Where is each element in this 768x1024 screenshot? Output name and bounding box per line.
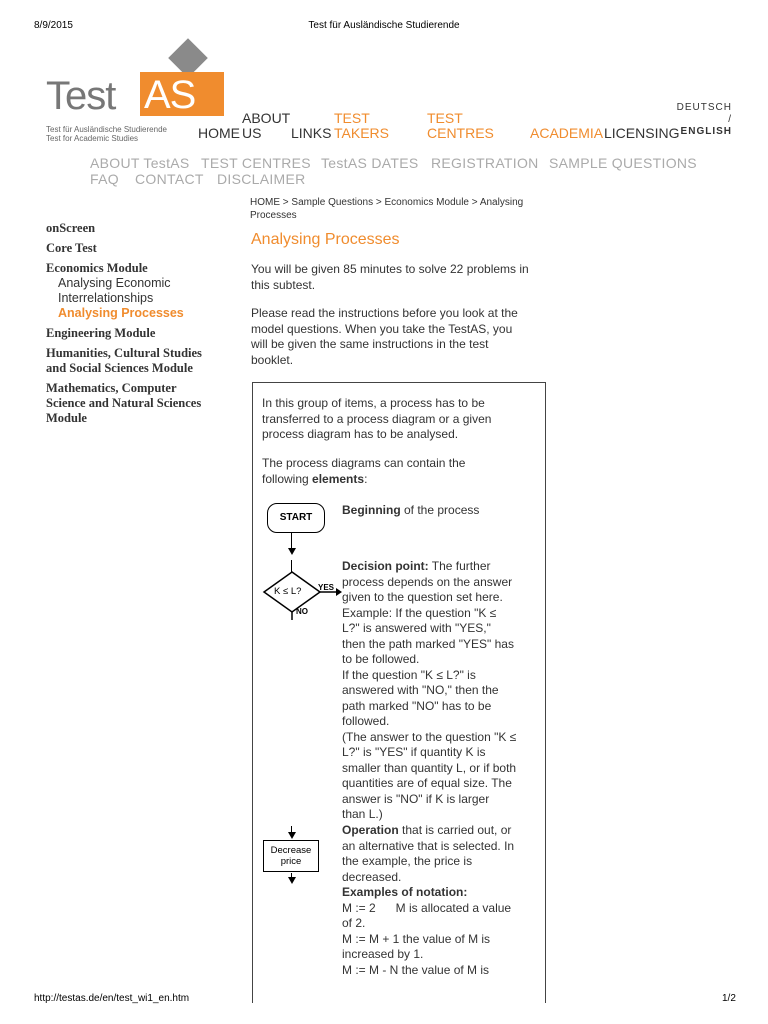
logo-orange-box <box>140 72 224 116</box>
nav-test-takers[interactable] <box>334 111 389 141</box>
breadcrumb-line2: Processes <box>250 210 297 221</box>
p2-line2: model questions. When you take the TestAS, you <box>251 321 513 336</box>
subnav-disclaimer[interactable]: DISCLAIMER <box>217 171 306 187</box>
p2-line3: will be given the same instructions in the test <box>251 337 489 351</box>
notation-bold: Examples of notation: <box>342 885 468 899</box>
breadcrumb[interactable] <box>250 196 550 222</box>
nav-test-takers-line1: TEST <box>334 110 370 126</box>
start-arrow-icon <box>288 548 296 555</box>
sidebar-humanities-line1: Humanities, Cultural Studies <box>46 346 202 360</box>
subnav-faq[interactable]: FAQ <box>90 171 119 187</box>
p1-line1: You will be given 85 minutes to solve 22 problems in <box>251 262 529 276</box>
decision-line: followed. <box>342 714 390 728</box>
decision-line: smaller than quantity L, or if both <box>342 760 517 775</box>
decision-line: path marked "NO" has to be <box>342 698 492 713</box>
sidebar-item-economics[interactable]: Economics Module <box>46 261 148 275</box>
p2-line1: Please read the instructions before you look at the <box>251 306 518 320</box>
print-page-number: 1/2 <box>722 993 736 1004</box>
start-shape: START <box>267 503 325 533</box>
sidebar-item-humanities[interactable] <box>46 346 246 376</box>
operation-first-line <box>342 823 537 839</box>
print-date: 8/9/2015 <box>34 20 73 31</box>
subnav-about-testas[interactable]: ABOUT TestAS <box>90 155 190 171</box>
decision-line: L?" is "YES" if quantity K is <box>342 745 486 759</box>
print-url: http://testas.de/en/test_wi1_en.htm <box>34 993 190 1004</box>
box-elements-post: : <box>364 471 368 486</box>
beginning-rest: of the process <box>400 503 480 517</box>
subnav-contact[interactable]: CONTACT <box>135 171 204 187</box>
beginning-bold: Beginning <box>342 503 401 517</box>
logo-subtitle-de: Test für Ausländische Studierende <box>46 125 167 134</box>
lang-english[interactable]: ENGLISH <box>680 126 732 137</box>
notation-line: M := M + 1 the value of M is <box>342 931 491 946</box>
lang-slash: / <box>728 114 732 125</box>
box-elements-bold: elements <box>312 471 365 486</box>
logo-subtitle-en: Test for Academic Studies <box>46 134 139 143</box>
decision-line: process depends on the answer <box>342 574 513 589</box>
operation-first-rest: that is carried out, or <box>398 823 512 837</box>
diamond-label: K ≤ L? <box>274 586 302 597</box>
operation-bold: Operation <box>342 823 399 837</box>
operation-rectangle <box>263 840 319 872</box>
notation-line: M := 2 M is allocated a value <box>342 900 512 915</box>
box-intro <box>262 396 537 443</box>
decision-line: (The answer to the question "K ≤ <box>342 729 517 744</box>
intro-paragraph-2 <box>251 306 561 368</box>
nav-about-line2: US <box>242 125 262 141</box>
testas-logo[interactable] <box>44 42 204 146</box>
breadcrumb-line1[interactable]: HOME > Sample Questions > Economics Module > Analysing <box>250 197 524 208</box>
logo-text-as: AS <box>144 73 196 117</box>
box-intro-line1: In this group of items, a process has to be <box>262 396 485 410</box>
decision-first-line <box>342 559 537 575</box>
sidebar <box>46 221 246 426</box>
print-title: Test für Ausländische Studierende <box>308 20 460 31</box>
operation-out-arrow-icon <box>288 877 296 884</box>
box-elements-intro <box>262 456 537 487</box>
decision-line: given to the question set here. <box>342 590 503 604</box>
sidebar-subitem-line2: Interrelationships <box>58 291 154 305</box>
nav-academia[interactable]: ACADEMIA <box>530 125 604 141</box>
operation-line: decreased. <box>342 869 402 884</box>
lang-deutsch[interactable]: DEUTSCH <box>676 102 732 113</box>
decision-bold: Decision point: <box>342 559 429 573</box>
decision-line: to be followed. <box>342 652 420 666</box>
notation-heading <box>342 885 537 901</box>
operation-line: an alternative that is selected. In <box>342 838 515 853</box>
box-elements-pre: following <box>262 471 313 486</box>
sidebar-item-core-test[interactable]: Core Test <box>46 241 97 255</box>
sidebar-subitem-analysing-processes[interactable]: Analysing Processes <box>58 306 184 320</box>
p2-line4: booklet. <box>251 352 294 367</box>
page-title: Analysing Processes <box>251 231 400 248</box>
sidebar-math-line3: Module <box>46 411 87 425</box>
box-elements-line1: The process diagrams can contain the <box>262 456 466 470</box>
nav-links[interactable]: LINKS <box>291 125 332 141</box>
nav-test-centres-line2: CENTRES <box>427 125 494 141</box>
decision-first-rest: The further <box>428 559 491 573</box>
sidebar-subitem-economic-interrelationships[interactable] <box>58 276 246 306</box>
subnav-test-centres[interactable]: TEST CENTRES <box>201 155 311 171</box>
decision-line: quantities are of equal size. The <box>342 776 512 790</box>
decision-line: If the question "K ≤ L?" is <box>342 667 476 682</box>
nav-test-takers-line2: TAKERS <box>334 125 389 141</box>
p1-line2: this subtest. <box>251 277 316 292</box>
language-switcher <box>670 102 732 137</box>
decision-line: L?" is answered with "YES," <box>342 621 491 635</box>
logo-text-test: Test <box>46 74 116 118</box>
intro-paragraph-1 <box>251 262 561 293</box>
nav-about-us[interactable] <box>242 111 290 141</box>
operation-in-arrow-icon <box>288 832 296 839</box>
decision-line: Example: If the question "K ≤ <box>342 605 497 620</box>
decision-description <box>342 559 537 823</box>
nav-about-line1: ABOUT <box>242 110 291 126</box>
nav-test-centres[interactable] <box>427 111 494 141</box>
subnav-registration[interactable]: REGISTRATION <box>431 155 539 171</box>
sidebar-math-line1: Mathematics, Computer <box>46 381 177 395</box>
beginning-description <box>342 503 532 519</box>
no-label: NO <box>296 607 308 616</box>
box-elements-line2 <box>262 472 537 488</box>
notation-line: of 2. <box>342 916 366 930</box>
operation-line: the example, the price is <box>342 854 473 868</box>
decision-line: answered with "NO," then the <box>342 683 499 697</box>
sidebar-item-onscreen[interactable]: onScreen <box>46 221 96 235</box>
nav-test-centres-line1: TEST <box>427 110 463 126</box>
sidebar-item-mathematics[interactable] <box>46 381 246 426</box>
sidebar-humanities-line2: and Social Sciences Module <box>46 361 193 375</box>
yes-label: YES <box>318 583 335 592</box>
sidebar-math-line2: Science and Natural Sciences <box>46 396 202 410</box>
decision-line: than L.) <box>342 807 383 821</box>
box-intro-line2: transferred to a process diagram or a given <box>262 411 492 426</box>
subnav-sample-questions[interactable]: SAMPLE QUESTIONS <box>549 155 697 171</box>
box-intro-line3: process diagram has to be analysed. <box>262 427 459 441</box>
sidebar-subitem-line1: Analysing Economic <box>58 276 171 290</box>
decision-line: answer is "NO" if K is larger <box>342 791 490 806</box>
notation-line: M := M - N the value of M is <box>342 962 490 977</box>
operation-description <box>342 823 537 978</box>
nav-home[interactable]: HOME <box>198 125 240 141</box>
sidebar-item-engineering[interactable]: Engineering Module <box>46 326 156 340</box>
nav-licensing[interactable]: LICENSING <box>604 125 680 141</box>
notation-line: increased by 1. <box>342 947 424 961</box>
decision-line: then the path marked "YES" has <box>342 636 514 651</box>
operation-label-line2: price <box>280 856 302 867</box>
operation-label-line1: Decrease <box>270 845 312 856</box>
subnav-testas-dates[interactable]: TestAS DATES <box>321 155 419 171</box>
